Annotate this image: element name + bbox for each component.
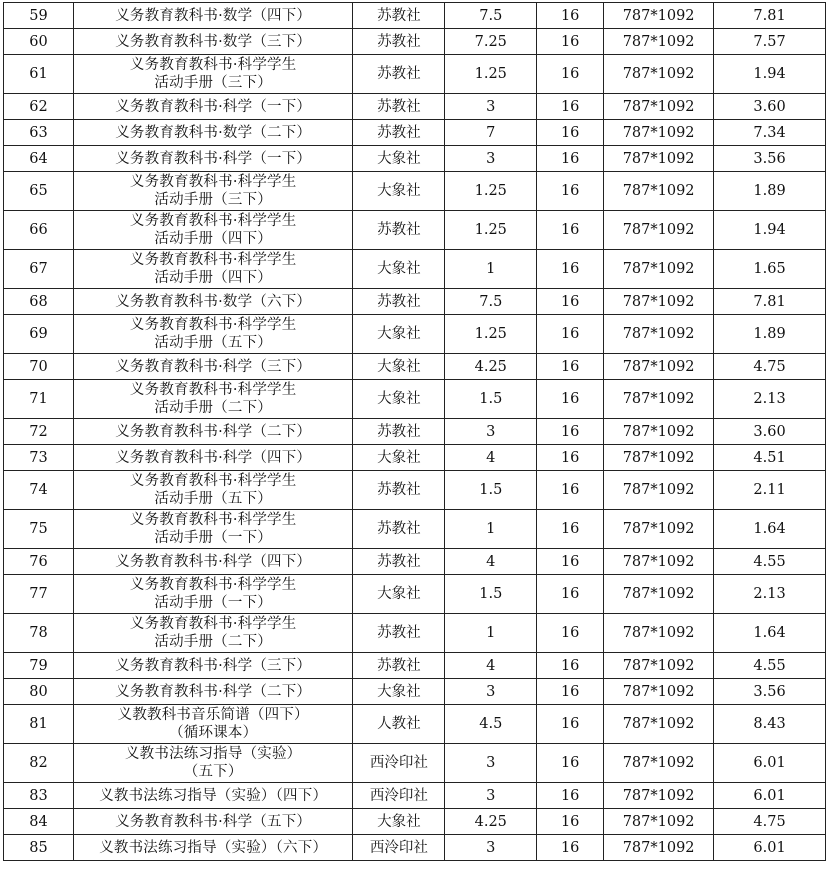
printed-sheets-cell: 3 [445, 146, 537, 172]
price-cell: 1.64 [714, 510, 826, 549]
book-title-cell: 义务教育教科书·数学（三下） [73, 29, 353, 55]
publisher-cell: 苏教社 [353, 55, 445, 94]
printed-sheets-cell: 1.5 [445, 380, 537, 419]
book-title-cell: 义务教育教科书·科学（四下） [73, 445, 353, 471]
printed-sheets-cell: 4.25 [445, 809, 537, 835]
publisher-cell: 大象社 [353, 575, 445, 614]
price-cell: 1.89 [714, 172, 826, 211]
publisher-cell: 苏教社 [353, 120, 445, 146]
price-cell: 1.89 [714, 315, 826, 354]
row-number-cell: 70 [4, 354, 74, 380]
format-cell: 16 [537, 614, 604, 653]
publisher-cell: 苏教社 [353, 289, 445, 315]
table-row [4, 549, 826, 575]
paper-size-cell: 787*1092 [604, 289, 714, 315]
table-row [4, 653, 826, 679]
paper-size-cell: 787*1092 [604, 419, 714, 445]
row-number-cell: 81 [4, 705, 74, 744]
printed-sheets-cell: 3 [445, 94, 537, 120]
price-cell: 7.57 [714, 29, 826, 55]
book-title-cell: 义务教育教科书·科学学生 活动手册（三下） [73, 172, 353, 211]
table-row [4, 172, 826, 211]
format-cell: 16 [537, 679, 604, 705]
row-number-cell: 76 [4, 549, 74, 575]
format-cell: 16 [537, 146, 604, 172]
printed-sheets-cell: 4.25 [445, 354, 537, 380]
publisher-cell: 大象社 [353, 679, 445, 705]
publisher-cell: 苏教社 [353, 471, 445, 510]
table-row [4, 146, 826, 172]
paper-size-cell: 787*1092 [604, 471, 714, 510]
price-cell: 4.75 [714, 809, 826, 835]
table-row [4, 809, 826, 835]
table-row [4, 705, 826, 744]
publisher-cell: 大象社 [353, 146, 445, 172]
printed-sheets-cell: 3 [445, 744, 537, 783]
price-cell: 1.94 [714, 55, 826, 94]
paper-size-cell: 787*1092 [604, 172, 714, 211]
price-cell: 7.34 [714, 120, 826, 146]
paper-size-cell: 787*1092 [604, 575, 714, 614]
textbook-price-table [3, 2, 826, 861]
publisher-cell: 苏教社 [353, 29, 445, 55]
table-row [4, 679, 826, 705]
format-cell: 16 [537, 29, 604, 55]
paper-size-cell: 787*1092 [604, 549, 714, 575]
format-cell: 16 [537, 575, 604, 614]
paper-size-cell: 787*1092 [604, 809, 714, 835]
format-cell: 16 [537, 744, 604, 783]
row-number-cell: 64 [4, 146, 74, 172]
price-cell: 1.65 [714, 250, 826, 289]
printed-sheets-cell: 4.5 [445, 705, 537, 744]
row-number-cell: 73 [4, 445, 74, 471]
book-title-cell: 义教书法练习指导（实验）（六下） [73, 835, 353, 861]
format-cell: 16 [537, 783, 604, 809]
table-row [4, 289, 826, 315]
row-number-cell: 83 [4, 783, 74, 809]
printed-sheets-cell: 7.25 [445, 29, 537, 55]
printed-sheets-cell: 4 [445, 445, 537, 471]
publisher-cell: 苏教社 [353, 211, 445, 250]
printed-sheets-cell: 1.25 [445, 211, 537, 250]
price-cell: 4.51 [714, 445, 826, 471]
publisher-cell: 大象社 [353, 172, 445, 211]
printed-sheets-cell: 7.5 [445, 289, 537, 315]
format-cell: 16 [537, 289, 604, 315]
row-number-cell: 68 [4, 289, 74, 315]
paper-size-cell: 787*1092 [604, 744, 714, 783]
format-cell: 16 [537, 419, 604, 445]
row-number-cell: 71 [4, 380, 74, 419]
price-cell: 3.60 [714, 419, 826, 445]
paper-size-cell: 787*1092 [604, 315, 714, 354]
paper-size-cell: 787*1092 [604, 380, 714, 419]
printed-sheets-cell: 1.25 [445, 315, 537, 354]
paper-size-cell: 787*1092 [604, 250, 714, 289]
book-title-cell: 义务教育教科书·科学学生 活动手册（三下） [73, 55, 353, 94]
book-title-cell: 义教书法练习指导（实验）（四下） [73, 783, 353, 809]
publisher-cell: 苏教社 [353, 653, 445, 679]
publisher-cell: 西泠印社 [353, 835, 445, 861]
publisher-cell: 苏教社 [353, 3, 445, 29]
row-number-cell: 84 [4, 809, 74, 835]
table-row [4, 744, 826, 783]
row-number-cell: 69 [4, 315, 74, 354]
table-row [4, 783, 826, 809]
row-number-cell: 79 [4, 653, 74, 679]
table-row [4, 55, 826, 94]
price-cell: 6.01 [714, 744, 826, 783]
book-title-cell: 义教教科书音乐简谱（四下） （循环课本） [73, 705, 353, 744]
format-cell: 16 [537, 705, 604, 744]
printed-sheets-cell: 1 [445, 614, 537, 653]
book-title-cell: 义务教育教科书·科学学生 活动手册（五下） [73, 315, 353, 354]
paper-size-cell: 787*1092 [604, 614, 714, 653]
paper-size-cell: 787*1092 [604, 211, 714, 250]
row-number-cell: 65 [4, 172, 74, 211]
paper-size-cell: 787*1092 [604, 445, 714, 471]
price-cell: 7.81 [714, 289, 826, 315]
paper-size-cell: 787*1092 [604, 510, 714, 549]
printed-sheets-cell: 1.25 [445, 55, 537, 94]
table-row [4, 120, 826, 146]
row-number-cell: 74 [4, 471, 74, 510]
row-number-cell: 60 [4, 29, 74, 55]
table-row [4, 29, 826, 55]
paper-size-cell: 787*1092 [604, 55, 714, 94]
printed-sheets-cell: 4 [445, 549, 537, 575]
publisher-cell: 苏教社 [353, 94, 445, 120]
format-cell: 16 [537, 211, 604, 250]
price-cell: 2.13 [714, 575, 826, 614]
printed-sheets-cell: 7 [445, 120, 537, 146]
paper-size-cell: 787*1092 [604, 783, 714, 809]
row-number-cell: 72 [4, 419, 74, 445]
price-cell: 6.01 [714, 783, 826, 809]
format-cell: 16 [537, 471, 604, 510]
price-cell: 1.94 [714, 211, 826, 250]
paper-size-cell: 787*1092 [604, 705, 714, 744]
book-title-cell: 义务教育教科书·科学（三下） [73, 354, 353, 380]
price-cell: 4.55 [714, 653, 826, 679]
document-page [3, 2, 826, 861]
book-title-cell: 义务教育教科书·科学学生 活动手册（四下） [73, 250, 353, 289]
publisher-cell: 大象社 [353, 315, 445, 354]
book-title-cell: 义务教育教科书·科学学生 活动手册（二下） [73, 614, 353, 653]
table-row [4, 445, 826, 471]
book-title-cell: 义务教育教科书·科学（二下） [73, 419, 353, 445]
table-row [4, 3, 826, 29]
format-cell: 16 [537, 445, 604, 471]
publisher-cell: 西泠印社 [353, 783, 445, 809]
table-row [4, 250, 826, 289]
table-row [4, 354, 826, 380]
table-body [4, 3, 826, 861]
price-cell: 3.56 [714, 679, 826, 705]
price-cell: 4.75 [714, 354, 826, 380]
format-cell: 16 [537, 549, 604, 575]
publisher-cell: 大象社 [353, 380, 445, 419]
publisher-cell: 苏教社 [353, 510, 445, 549]
publisher-cell: 大象社 [353, 809, 445, 835]
book-title-cell: 义务教育教科书·科学（三下） [73, 653, 353, 679]
row-number-cell: 63 [4, 120, 74, 146]
format-cell: 16 [537, 380, 604, 419]
printed-sheets-cell: 1.5 [445, 575, 537, 614]
publisher-cell: 人教社 [353, 705, 445, 744]
book-title-cell: 义务教育教科书·数学（六下） [73, 289, 353, 315]
paper-size-cell: 787*1092 [604, 354, 714, 380]
paper-size-cell: 787*1092 [604, 653, 714, 679]
book-title-cell: 义务教育教科书·科学（四下） [73, 549, 353, 575]
printed-sheets-cell: 3 [445, 835, 537, 861]
price-cell: 6.01 [714, 835, 826, 861]
publisher-cell: 大象社 [353, 250, 445, 289]
printed-sheets-cell: 1.5 [445, 471, 537, 510]
printed-sheets-cell: 1 [445, 510, 537, 549]
format-cell: 16 [537, 315, 604, 354]
paper-size-cell: 787*1092 [604, 94, 714, 120]
book-title-cell: 义务教育教科书·科学学生 活动手册（一下） [73, 575, 353, 614]
format-cell: 16 [537, 172, 604, 211]
publisher-cell: 苏教社 [353, 614, 445, 653]
format-cell: 16 [537, 510, 604, 549]
format-cell: 16 [537, 354, 604, 380]
book-title-cell: 义务教育教科书·科学学生 活动手册（一下） [73, 510, 353, 549]
format-cell: 16 [537, 94, 604, 120]
table-row [4, 94, 826, 120]
table-row [4, 835, 826, 861]
printed-sheets-cell: 1 [445, 250, 537, 289]
table-row [4, 471, 826, 510]
table-row [4, 614, 826, 653]
printed-sheets-cell: 3 [445, 783, 537, 809]
book-title-cell: 义务教育教科书·数学（二下） [73, 120, 353, 146]
book-title-cell: 义务教育教科书·科学（二下） [73, 679, 353, 705]
paper-size-cell: 787*1092 [604, 835, 714, 861]
table-row [4, 419, 826, 445]
paper-size-cell: 787*1092 [604, 120, 714, 146]
price-cell: 8.43 [714, 705, 826, 744]
printed-sheets-cell: 1.25 [445, 172, 537, 211]
printed-sheets-cell: 3 [445, 419, 537, 445]
price-cell: 1.64 [714, 614, 826, 653]
row-number-cell: 78 [4, 614, 74, 653]
price-cell: 4.55 [714, 549, 826, 575]
printed-sheets-cell: 4 [445, 653, 537, 679]
book-title-cell: 义务教育教科书·数学（四下） [73, 3, 353, 29]
book-title-cell: 义务教育教科书·科学学生 活动手册（五下） [73, 471, 353, 510]
table-row [4, 211, 826, 250]
printed-sheets-cell: 3 [445, 679, 537, 705]
format-cell: 16 [537, 120, 604, 146]
book-title-cell: 义务教育教科书·科学学生 活动手册（二下） [73, 380, 353, 419]
paper-size-cell: 787*1092 [604, 3, 714, 29]
book-title-cell: 义务教育教科书·科学学生 活动手册（四下） [73, 211, 353, 250]
paper-size-cell: 787*1092 [604, 29, 714, 55]
price-cell: 2.11 [714, 471, 826, 510]
row-number-cell: 59 [4, 3, 74, 29]
price-cell: 7.81 [714, 3, 826, 29]
row-number-cell: 85 [4, 835, 74, 861]
row-number-cell: 66 [4, 211, 74, 250]
book-title-cell: 义教书法练习指导（实验） （五下） [73, 744, 353, 783]
publisher-cell: 大象社 [353, 354, 445, 380]
price-cell: 3.56 [714, 146, 826, 172]
paper-size-cell: 787*1092 [604, 679, 714, 705]
format-cell: 16 [537, 55, 604, 94]
publisher-cell: 大象社 [353, 445, 445, 471]
format-cell: 16 [537, 3, 604, 29]
price-cell: 3.60 [714, 94, 826, 120]
publisher-cell: 苏教社 [353, 419, 445, 445]
table-row [4, 380, 826, 419]
table-row [4, 315, 826, 354]
row-number-cell: 75 [4, 510, 74, 549]
book-title-cell: 义务教育教科书·科学（五下） [73, 809, 353, 835]
book-title-cell: 义务教育教科书·科学（一下） [73, 94, 353, 120]
row-number-cell: 80 [4, 679, 74, 705]
price-cell: 2.13 [714, 380, 826, 419]
format-cell: 16 [537, 809, 604, 835]
table-row [4, 575, 826, 614]
format-cell: 16 [537, 250, 604, 289]
row-number-cell: 62 [4, 94, 74, 120]
paper-size-cell: 787*1092 [604, 146, 714, 172]
row-number-cell: 67 [4, 250, 74, 289]
row-number-cell: 82 [4, 744, 74, 783]
row-number-cell: 61 [4, 55, 74, 94]
book-title-cell: 义务教育教科书·科学（一下） [73, 146, 353, 172]
printed-sheets-cell: 7.5 [445, 3, 537, 29]
row-number-cell: 77 [4, 575, 74, 614]
table-row [4, 510, 826, 549]
format-cell: 16 [537, 835, 604, 861]
format-cell: 16 [537, 653, 604, 679]
publisher-cell: 西泠印社 [353, 744, 445, 783]
publisher-cell: 苏教社 [353, 549, 445, 575]
